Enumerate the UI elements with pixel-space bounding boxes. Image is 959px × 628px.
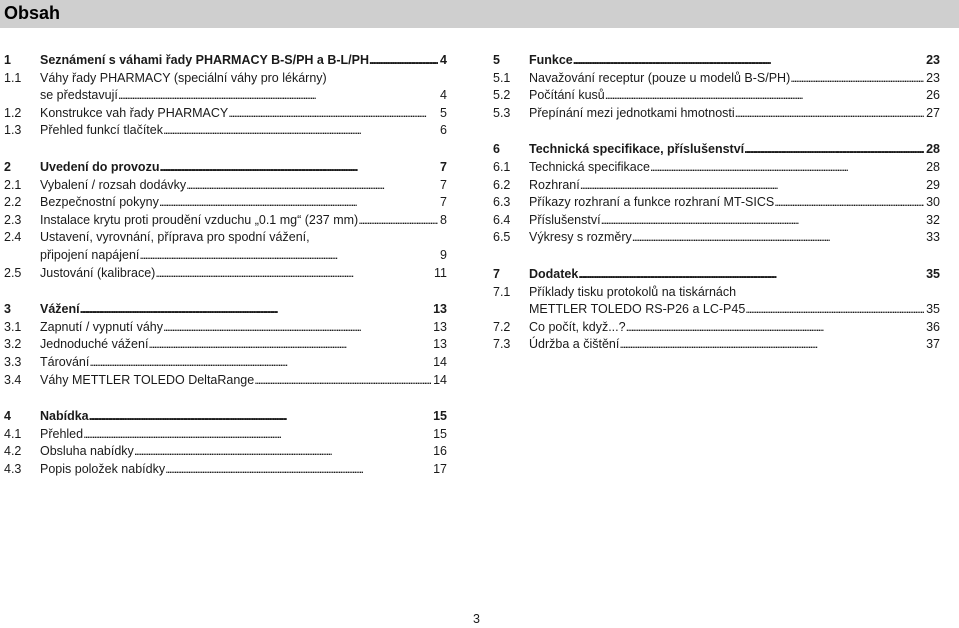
toc-leader-dots <box>774 194 924 212</box>
toc-entry-title: Popis položek nabídky <box>40 461 166 476</box>
toc-entry-line <box>529 212 940 230</box>
toc-entry-page: 26 <box>926 88 940 103</box>
toc-entry <box>4 319 447 337</box>
toc-entry-line <box>529 336 940 354</box>
toc-entry-body <box>40 52 447 70</box>
toc-entry-title: Přepínání mezi jednotkami hmotnosti <box>529 105 735 120</box>
toc-entry <box>493 229 940 247</box>
toc-entry-page: 9 <box>440 247 447 262</box>
toc-entry-body <box>40 194 447 212</box>
toc-entry-number: 3.3 <box>4 354 22 369</box>
toc-entry-number: 7.1 <box>493 284 511 299</box>
toc-entry <box>4 461 447 479</box>
toc-entry-title: Dodatek <box>529 266 579 281</box>
toc-entry-body <box>529 52 940 70</box>
toc-entry-body <box>529 336 940 354</box>
toc-entry <box>493 212 940 230</box>
toc-entry-title: Ustavení, vyrovnání, příprava pro spodní vážení, <box>40 230 310 245</box>
toc-entry-page: 27 <box>926 105 940 120</box>
toc-entry-line <box>40 319 447 337</box>
toc-group <box>4 52 447 140</box>
toc-entry <box>493 87 940 105</box>
toc-entry <box>4 212 447 230</box>
toc-entry-page: 13 <box>433 337 447 352</box>
toc-entry-page: 7 <box>440 177 447 192</box>
toc-entry-page: 15 <box>433 409 447 424</box>
toc-group <box>493 52 940 122</box>
toc-entry-number: 6.4 <box>493 212 511 227</box>
toc-leader-dots <box>605 87 924 105</box>
toc-entry-number: 1.2 <box>4 105 22 120</box>
toc-entry-line <box>40 194 447 212</box>
toc-group <box>4 159 447 282</box>
toc-entry-title: Zapnutí / vypnutí váhy <box>40 319 163 334</box>
toc-entry-title: Jednoduché vážení <box>40 337 149 352</box>
toc-entry-body <box>40 212 447 230</box>
toc-leader-dots <box>369 52 438 70</box>
toc-leader-dots <box>580 177 924 195</box>
toc-entry-body <box>529 177 940 195</box>
toc-entry <box>493 159 940 177</box>
toc-entry-page: 17 <box>433 461 447 476</box>
toc-entry-line <box>40 443 447 461</box>
toc-entry-page: 28 <box>926 159 940 174</box>
toc-entry-title: Přehled funkcí tlačítek <box>40 123 163 138</box>
toc-leader-dots <box>118 87 438 105</box>
toc-entry-page: 7 <box>440 159 447 174</box>
toc-leader-dots <box>159 159 438 177</box>
toc-entry <box>4 265 447 283</box>
toc-entry-body <box>40 265 447 283</box>
toc-entry-title: Obsluha nabídky <box>40 444 134 459</box>
toc-entry <box>493 52 940 70</box>
toc-entry-line <box>40 229 447 247</box>
toc-entry-body <box>529 194 940 212</box>
toc-entry <box>4 408 447 426</box>
toc-column-left <box>4 52 447 497</box>
toc-entry-line <box>40 372 447 390</box>
toc-entry-line <box>40 52 447 70</box>
toc-entry-title: Seznámení s váhami řady PHARMACY B-S/PH a B-L/PH <box>40 53 370 67</box>
toc-entry-page: 6 <box>440 123 447 138</box>
toc-entry-page: 13 <box>433 319 447 334</box>
header-bar <box>0 0 959 28</box>
toc-entry <box>4 426 447 444</box>
toc-leader-dots <box>619 336 924 354</box>
toc-entry-title: Váhy řady PHARMACY (speciální váhy pro lékárny) <box>40 70 327 85</box>
toc-entry-line <box>40 336 447 354</box>
toc-entry-body <box>40 372 447 390</box>
toc-entry <box>493 70 940 88</box>
toc-entry-title: Počítání kusů <box>529 88 605 103</box>
toc-entry-body <box>40 177 447 195</box>
page-title: Obsah <box>4 3 61 23</box>
toc-entry <box>4 177 447 195</box>
toc-leader-dots <box>159 194 438 212</box>
toc-entry-title: Příkazy rozhraní a funkce rozhraní MT-SICS <box>529 195 775 210</box>
toc-entry-line <box>529 229 940 247</box>
toc-entry-title: Přehled <box>40 426 84 441</box>
toc-entry <box>4 194 447 212</box>
toc-entry-line <box>40 265 447 283</box>
toc-leader-dots <box>165 461 431 479</box>
toc-leader-dots <box>601 212 925 230</box>
toc-entry-number: 3.1 <box>4 319 22 334</box>
toc-entry-page: 35 <box>926 266 940 281</box>
toc-entry-number: 1.1 <box>4 70 22 85</box>
toc-entry-title: Příklady tisku protokolů na tiskárnách <box>529 284 737 299</box>
toc-entry-line <box>40 301 447 319</box>
toc-entry-number: 4.1 <box>4 426 22 441</box>
toc-entry-title: Výkresy s rozměry <box>529 230 632 245</box>
toc-entry <box>493 177 940 195</box>
toc-entry-title: Navažování receptur (pouze u modelů B-S/PH) <box>529 70 791 85</box>
toc-entry-number: 2.2 <box>4 195 22 210</box>
toc-entry-page: 37 <box>926 337 940 352</box>
toc-leader-dots <box>89 354 431 372</box>
toc-entry-title: Nabídka <box>40 409 89 424</box>
toc-entry-body <box>529 70 940 88</box>
toc-leader-dots <box>632 229 924 247</box>
toc-entry-number: 6.2 <box>493 177 511 192</box>
toc-entry <box>4 70 447 105</box>
toc-entry-line <box>40 87 447 105</box>
toc-group <box>4 408 447 478</box>
toc-entry-line <box>40 159 447 177</box>
toc-entry-body <box>40 301 447 319</box>
toc-entry-number: 2.1 <box>4 177 22 192</box>
toc-entry-body <box>529 159 940 177</box>
toc-entry <box>4 229 447 264</box>
toc-entry-title: Technická specifikace <box>529 159 650 174</box>
toc-entry <box>493 141 940 159</box>
toc-entry-title: Technická specifikace, příslušenství <box>529 142 745 157</box>
toc-entry-number: 5.3 <box>493 105 511 120</box>
toc-leader-dots <box>573 52 924 70</box>
toc-entry-line <box>40 461 447 479</box>
toc-entry-line <box>40 70 447 88</box>
toc-entry-page: 11 <box>434 265 447 280</box>
toc-entry-number: 5 <box>493 53 500 67</box>
toc-leader-dots <box>735 105 924 123</box>
toc-entry-number: 2.5 <box>4 265 22 280</box>
toc-entry-body <box>40 70 447 105</box>
toc-entry-title: připojení napájení <box>40 247 140 262</box>
toc-leader-dots <box>650 159 924 177</box>
toc-entry-body <box>40 159 447 177</box>
toc-entry-line <box>40 426 447 444</box>
toc-entry-title: Funkce <box>529 53 573 67</box>
toc-entry-title: Tárování <box>40 354 90 369</box>
toc-entry <box>493 105 940 123</box>
toc-entry-number: 5.1 <box>493 70 511 85</box>
toc-entry-page: 35 <box>926 302 940 317</box>
toc-entry-number: 6.1 <box>493 159 511 174</box>
toc-entry-line <box>40 408 447 426</box>
toc-entry-line <box>40 177 447 195</box>
toc-entry-line <box>529 141 940 159</box>
toc-entry-line <box>529 52 940 70</box>
toc-group <box>493 266 940 354</box>
toc-leader-dots <box>163 122 438 140</box>
toc-entry-page: 33 <box>926 230 940 245</box>
toc-entry-page: 28 <box>926 142 940 157</box>
toc-entry-number: 2.3 <box>4 212 22 227</box>
toc-entry-title: Rozhraní <box>529 177 580 192</box>
toc-entry <box>4 372 447 390</box>
toc-leader-dots <box>790 70 924 88</box>
toc-entry <box>4 443 447 461</box>
toc-entry <box>493 319 940 337</box>
toc-entry <box>4 159 447 177</box>
toc-entry-line <box>529 194 940 212</box>
toc-leader-dots <box>578 266 924 284</box>
toc-entry-number: 4.3 <box>4 461 22 476</box>
page-number: 3 <box>473 612 480 626</box>
toc-entry-page: 4 <box>440 53 447 67</box>
toc-entry-page: 23 <box>926 53 940 67</box>
toc-leader-dots <box>254 372 431 390</box>
toc-entry-title: Co počít, když...? <box>529 319 626 334</box>
toc-entry-number: 7 <box>493 266 500 281</box>
toc-entry-body <box>529 212 940 230</box>
toc-entry-body <box>529 266 940 284</box>
toc-entry-body <box>529 87 940 105</box>
toc-entry-body <box>40 354 447 372</box>
toc-entry-page: 30 <box>926 195 940 210</box>
toc-entry-body <box>529 229 940 247</box>
toc-entry-page: 15 <box>433 426 447 441</box>
toc-entry-line <box>529 177 940 195</box>
toc-entry-body <box>40 105 447 123</box>
toc-entry-number: 3.2 <box>4 337 22 352</box>
toc-entry-line <box>40 212 447 230</box>
toc-entry-title: Vybalení / rozsah dodávky <box>40 177 187 192</box>
toc-leader-dots <box>358 212 438 230</box>
toc-entry-line <box>40 105 447 123</box>
toc-entry-body <box>529 141 940 159</box>
toc-entry-body <box>529 284 940 319</box>
toc-entry-page: 13 <box>433 302 447 317</box>
toc-entry-title: Příslušenství <box>529 212 601 227</box>
toc-entry-number: 7.2 <box>493 319 511 334</box>
toc-entry-number: 6.5 <box>493 230 511 245</box>
toc-entry-body <box>40 461 447 479</box>
toc-leader-dots <box>83 426 431 444</box>
toc-entry-number: 2 <box>4 159 11 174</box>
toc-group <box>493 141 940 247</box>
toc-entry-page: 36 <box>926 319 940 334</box>
toc-entry <box>4 301 447 319</box>
toc-entry-number: 3.4 <box>4 372 22 387</box>
toc-leader-dots <box>148 336 431 354</box>
toc-entry-number: 7.3 <box>493 337 511 352</box>
toc-entry <box>493 266 940 284</box>
toc-entry-page: 7 <box>440 195 447 210</box>
toc-entry <box>4 122 447 140</box>
toc-entry-number: 4.2 <box>4 444 22 459</box>
toc-entry-body <box>40 426 447 444</box>
toc-entry-body <box>529 319 940 337</box>
toc-leader-dots <box>139 247 438 265</box>
toc-entry <box>4 52 447 70</box>
toc-entry-number: 4 <box>4 409 11 424</box>
toc-leader-dots <box>745 301 924 319</box>
toc-entry-title: Vážení <box>40 302 80 317</box>
toc-entry-title: Instalace krytu proti proudění vzduchu „0.1 mg“ (237 mm) <box>40 212 359 227</box>
toc-entry-body <box>40 229 447 264</box>
toc-leader-dots <box>228 105 438 123</box>
toc-entry-line <box>529 266 940 284</box>
toc-entry-number: 1.3 <box>4 123 22 138</box>
toc-entry-number: 3 <box>4 302 11 317</box>
toc-entry-line <box>529 159 940 177</box>
toc-entry <box>493 284 940 319</box>
toc-entry-page: 32 <box>926 212 940 227</box>
toc-entry-title: Justování (kalibrace) <box>40 265 156 280</box>
toc-entry-title: Údržba a čištění <box>529 337 620 352</box>
toc-leader-dots <box>134 443 431 461</box>
toc-entry-page: 14 <box>433 372 447 387</box>
toc-entry-page: 29 <box>926 177 940 192</box>
toc-entry <box>4 105 447 123</box>
toc-entry-page: 8 <box>440 212 447 227</box>
toc-entry-body <box>40 408 447 426</box>
toc-entry <box>493 194 940 212</box>
toc-entry-body <box>40 336 447 354</box>
toc-entry-page: 16 <box>433 444 447 459</box>
toc-entry-body <box>529 105 940 123</box>
toc-entry <box>4 336 447 354</box>
toc-leader-dots <box>89 408 431 426</box>
toc-entry-line <box>40 122 447 140</box>
toc-entry <box>493 336 940 354</box>
toc-entry-page: 14 <box>433 354 447 369</box>
toc-entry-title: se představují <box>40 88 118 103</box>
toc-leader-dots <box>155 265 432 283</box>
toc-leader-dots <box>744 141 924 159</box>
toc-entry-line <box>529 70 940 88</box>
toc-entry-title: Uvedení do provozu <box>40 159 160 174</box>
toc-entry-number: 2.4 <box>4 230 22 245</box>
toc-entry-title: Váhy METTLER TOLEDO DeltaRange <box>40 372 255 387</box>
toc-entry-page: 23 <box>926 70 940 85</box>
toc-entry-line <box>529 105 940 123</box>
toc-entry-page: 4 <box>440 88 447 103</box>
toc-column-right <box>493 52 940 373</box>
toc-leader-dots <box>626 319 925 337</box>
toc-leader-dots <box>80 301 431 319</box>
toc-entry-body <box>40 319 447 337</box>
toc-entry-body <box>40 443 447 461</box>
toc-entry-line <box>529 87 940 105</box>
toc-entry-body <box>40 122 447 140</box>
toc-entry-page: 5 <box>440 105 447 120</box>
toc-entry-line <box>529 301 940 319</box>
toc-leader-dots <box>186 177 438 195</box>
toc-entry-title: Konstrukce vah řady PHARMACY <box>40 105 229 120</box>
toc-group <box>4 301 447 389</box>
toc-entry-line <box>40 354 447 372</box>
toc-entry-number: 6.3 <box>493 195 511 210</box>
toc-entry-line <box>529 284 940 302</box>
toc-entry-line <box>529 319 940 337</box>
toc-entry-line <box>40 247 447 265</box>
toc-entry-number: 1 <box>4 53 11 67</box>
toc-entry-title: Bezpečnostní pokyny <box>40 195 159 210</box>
toc-entry-number: 5.2 <box>493 88 511 103</box>
toc-entry <box>4 354 447 372</box>
toc-entry-title: METTLER TOLEDO RS-P26 a LC-P45 <box>529 302 746 317</box>
toc-entry-number: 6 <box>493 142 500 157</box>
toc-leader-dots <box>163 319 431 337</box>
